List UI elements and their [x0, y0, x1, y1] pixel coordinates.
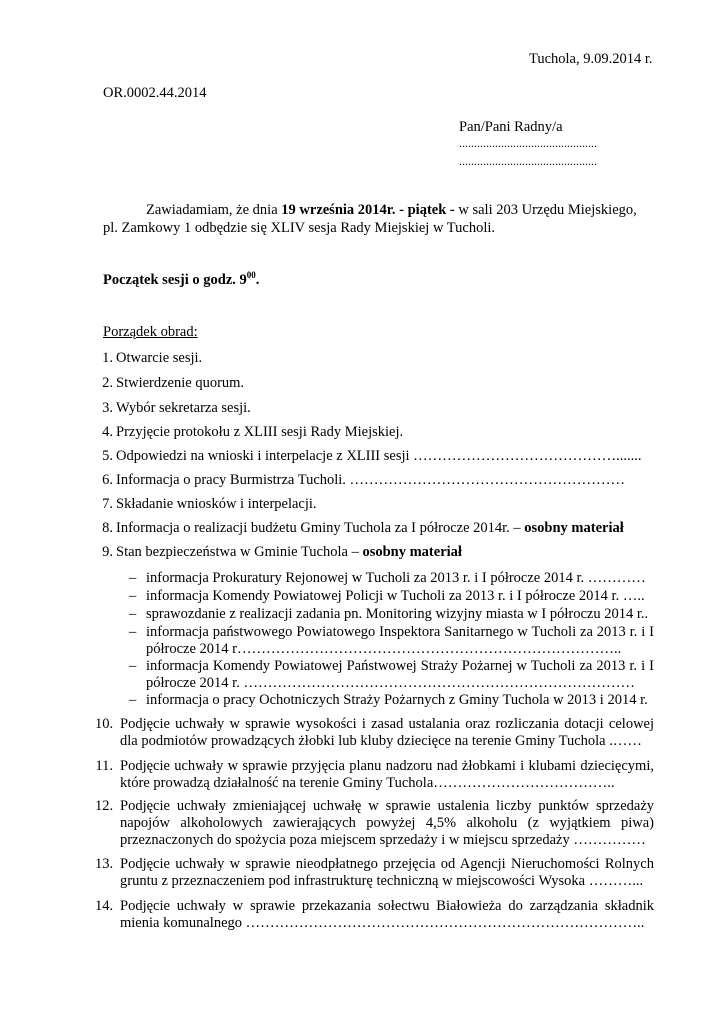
session-start: Początek sesji o godz. $9^{00}$.	[103, 270, 260, 288]
agenda-title: Porządek obrad:	[103, 324, 198, 340]
addressee: Pan/Pani Radny/a	[459, 119, 563, 135]
intro-line-2: pl. Zamkowy 1 odbędzie się XLIV sesja Rady Miejskiej w Tucholi.	[103, 220, 495, 236]
place-date: Tuchola, 9.09.2014 r.	[529, 51, 653, 67]
intro-line-1: Zawiadamiam, że dnia 19 września 2014r. - piątek - w sali 203 Urzędu Miejskiego,	[146, 202, 637, 218]
addressee-dots-1: ..............................................	[459, 136, 597, 150]
reference-number: OR.0002.44.2014	[103, 85, 207, 101]
addressee-dots-2: ..............................................	[459, 154, 597, 168]
